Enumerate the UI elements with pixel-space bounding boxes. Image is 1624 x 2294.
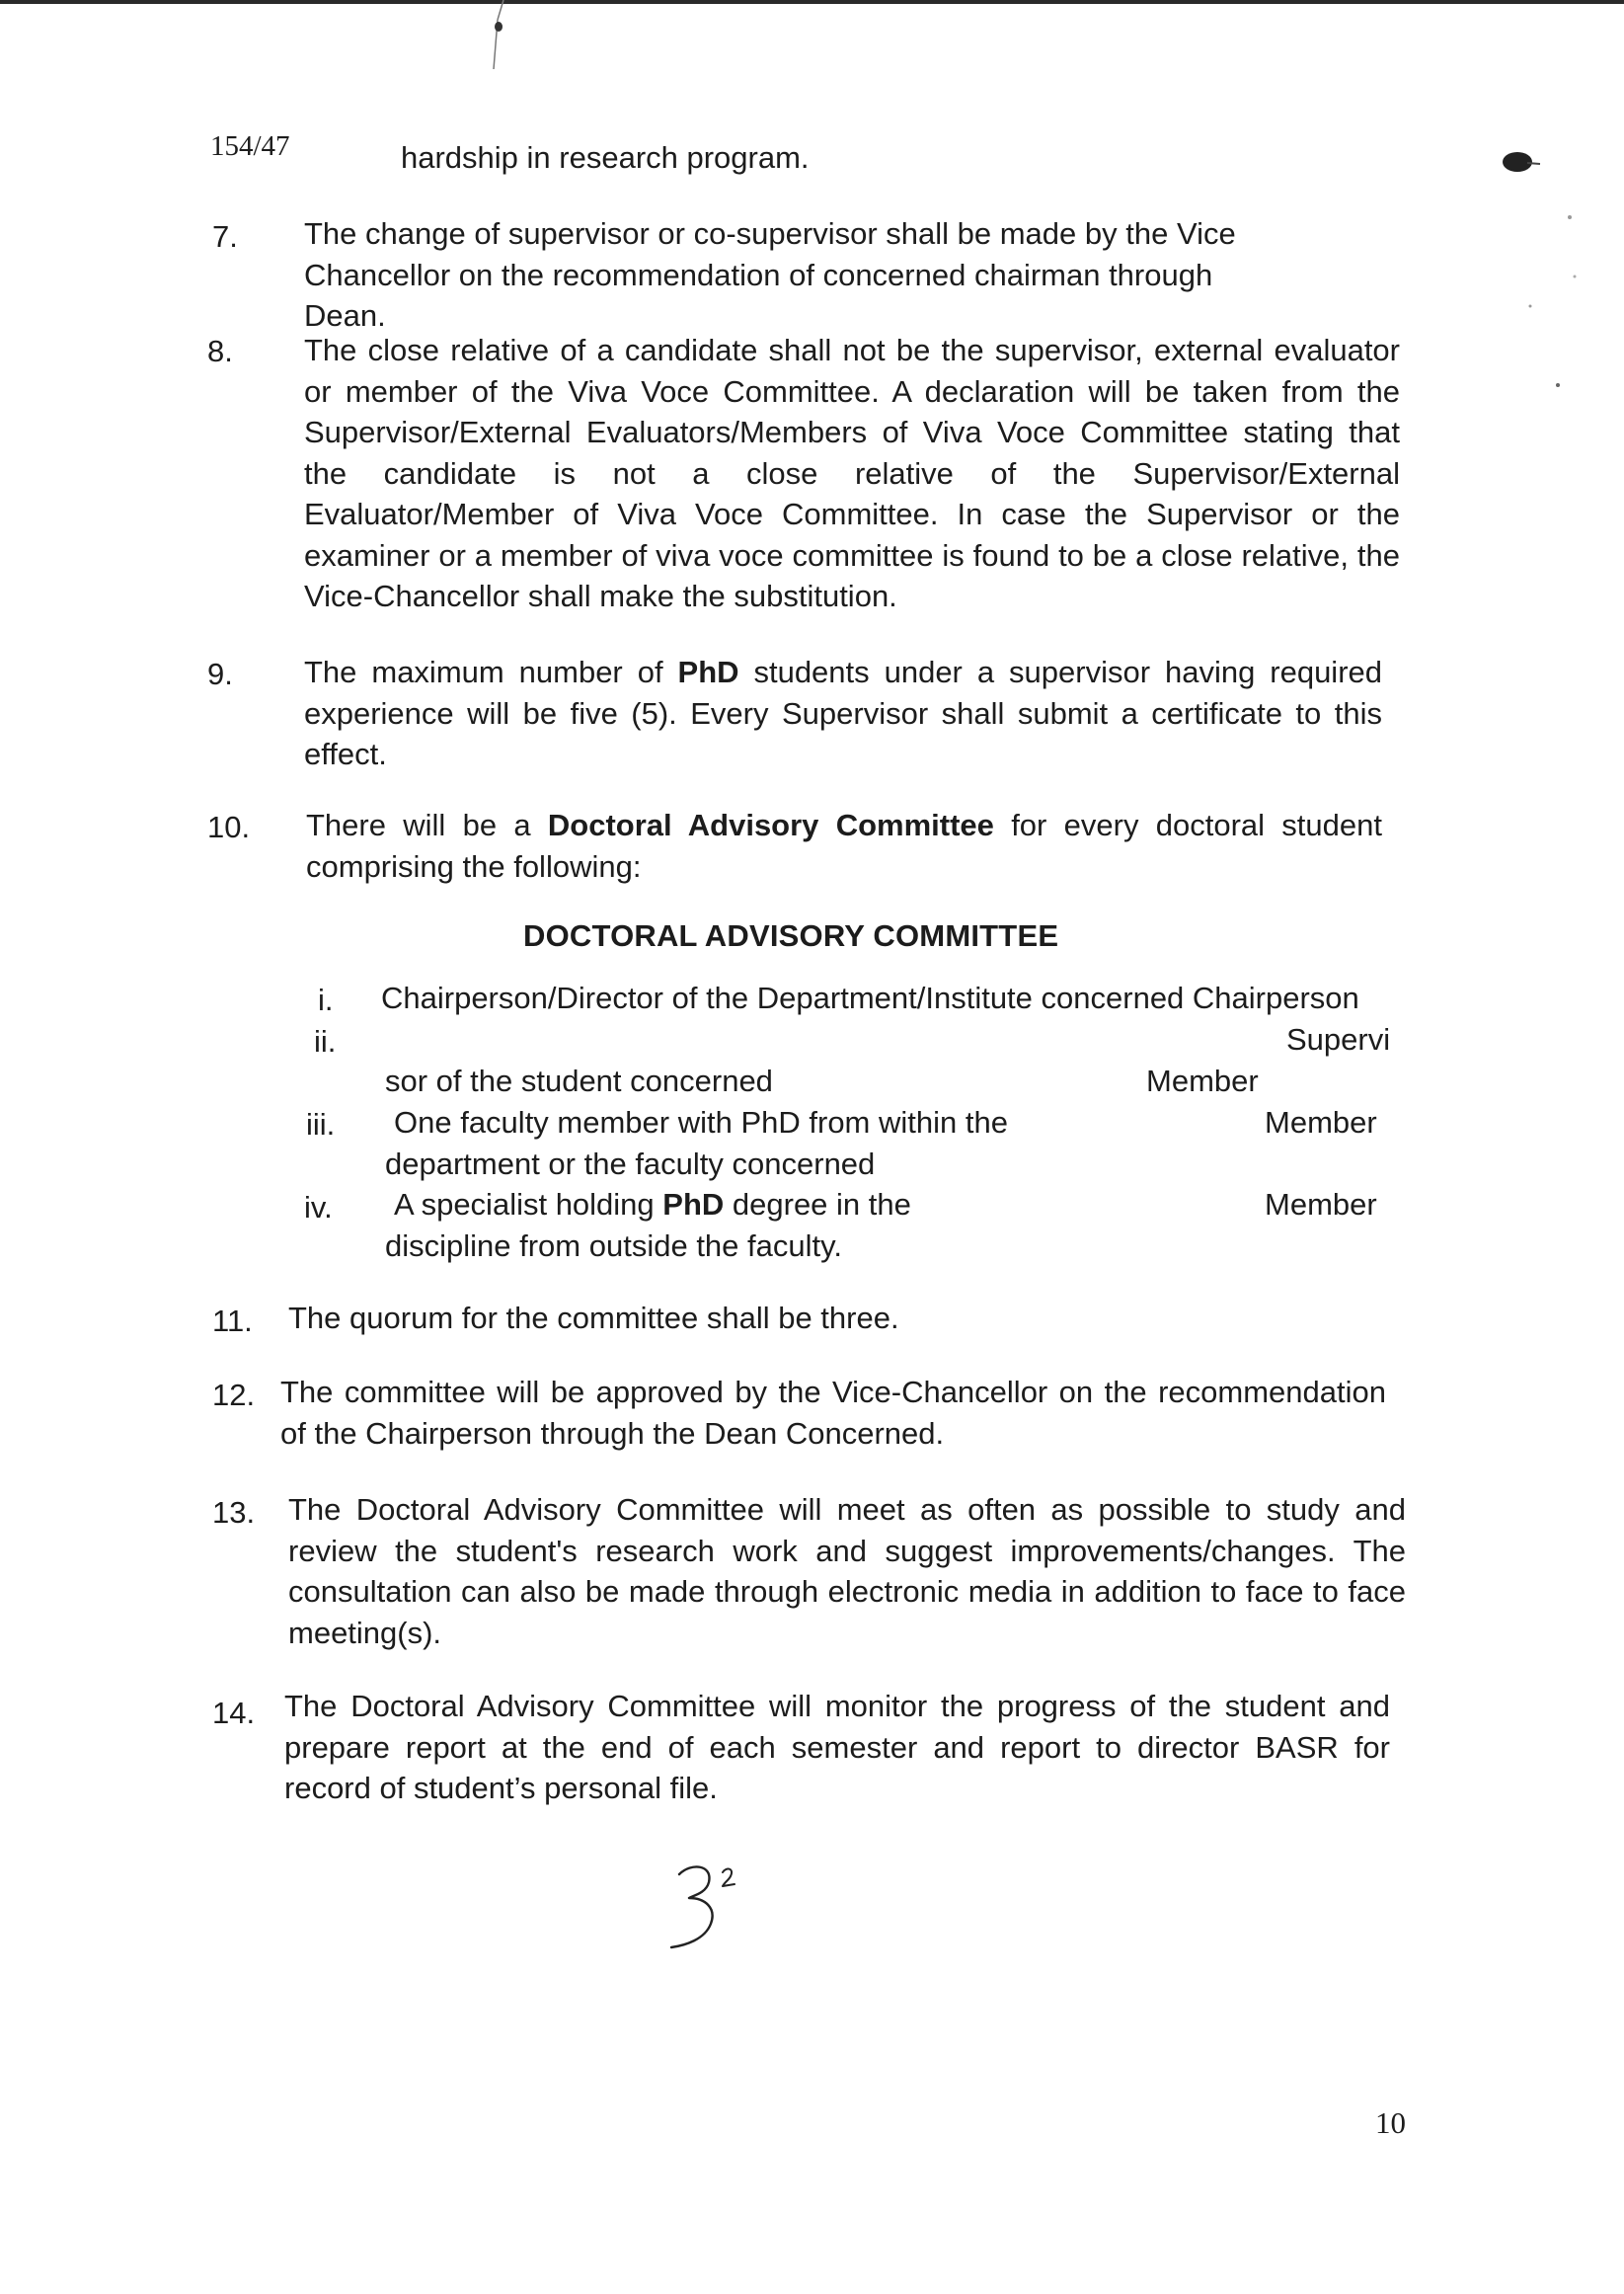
committee-row-text-tail: Supervi <box>1286 1022 1391 1057</box>
committee-row-text: One faculty member with PhD from within the <box>394 1105 1008 1140</box>
committee-heading: DOCTORAL ADVISORY COMMITTEE <box>523 918 1059 953</box>
committee-role: Member <box>1265 1187 1377 1222</box>
roman-numeral: iv. <box>304 1190 333 1225</box>
item-text: The quorum for the committee shall be three. <box>288 1301 899 1335</box>
page-number: 10 <box>1375 2105 1406 2140</box>
roman-numeral: ii. <box>314 1024 337 1059</box>
committee-row-text: Chairperson/Director of the Department/Institute concerned Chairperson <box>381 981 1359 1015</box>
bold-text: PhD <box>677 655 739 689</box>
item-number: 13. <box>212 1495 256 1530</box>
item-text: The Doctoral Advisory Committee will meet as often as possible to study and review the student's research work and suggest improvements/changes. The consultation can also be made through electronic media in addition to face to face meeting(s). <box>288 1492 1406 1650</box>
roman-numeral: i. <box>318 983 334 1017</box>
item-number: 11. <box>212 1304 253 1338</box>
committee-row-text: department or the faculty concerned <box>385 1147 876 1181</box>
handwritten-annotation <box>661 1857 770 1955</box>
committee-row-text: discipline from outside the faculty. <box>385 1228 842 1263</box>
item-number: 7. <box>212 219 238 254</box>
scan-pen-mark <box>474 0 533 79</box>
item-text: The maximum number of PhD students under a supervisor having required experience will be five (5). Every Supervisor shall submit a certificate to this effect. <box>304 655 1382 771</box>
committee-row-text: A specialist holding PhD degree in the <box>394 1187 911 1222</box>
page-reference: 154/47 <box>210 130 290 162</box>
item-number: 14. <box>212 1696 256 1730</box>
item-text: The change of supervisor or co-supervisor shall be made by the Vice Chancellor on the recommendation of concerned chairman through Dean. <box>304 216 1236 333</box>
bold-text: PhD <box>662 1187 725 1222</box>
committee-row-text: sor of the student concerned <box>385 1064 773 1098</box>
item-number: 8. <box>207 334 233 368</box>
scan-top-border <box>0 0 1624 4</box>
scan-specks <box>1520 198 1589 415</box>
item-text: The committee will be approved by the Vice-Chancellor on the recommendation of the Chairperson through the Dean Concerned. <box>280 1375 1386 1451</box>
item-text: The close relative of a candidate shall not be the supervisor, external evaluator or member of the Viva Voce Committee. A declaration will be taken from the Supervisor/External Evaluators/Members of Viva Voce Committee stating that the candidate is not a close relative of the Supervisor/External Evaluator/Member of Viva Voce Committee. In case the Supervisor or the examiner or a member of viva voce committee is found to be a close relative, the Vice-Chancellor shall make the substitution. <box>304 333 1400 613</box>
item-number: 12. <box>212 1378 256 1412</box>
item-text: The Doctoral Advisory Committee will monitor the progress of the student and prepare report at the end of each semester and report to director BASR for record of student’s personal file. <box>284 1689 1390 1805</box>
item-number: 10. <box>207 810 251 844</box>
roman-numeral: iii. <box>306 1107 336 1142</box>
continuation-text: hardship in research program. <box>401 140 810 175</box>
bold-text: Doctoral Advisory Committee <box>547 808 994 842</box>
committee-role: Member <box>1146 1064 1259 1098</box>
item-text: There will be a Doctoral Advisory Committee for every doctoral student comprising the following: <box>306 808 1382 884</box>
committee-role: Member <box>1265 1105 1377 1140</box>
scan-ink-blot <box>1496 138 1545 178</box>
item-number: 9. <box>207 657 233 691</box>
